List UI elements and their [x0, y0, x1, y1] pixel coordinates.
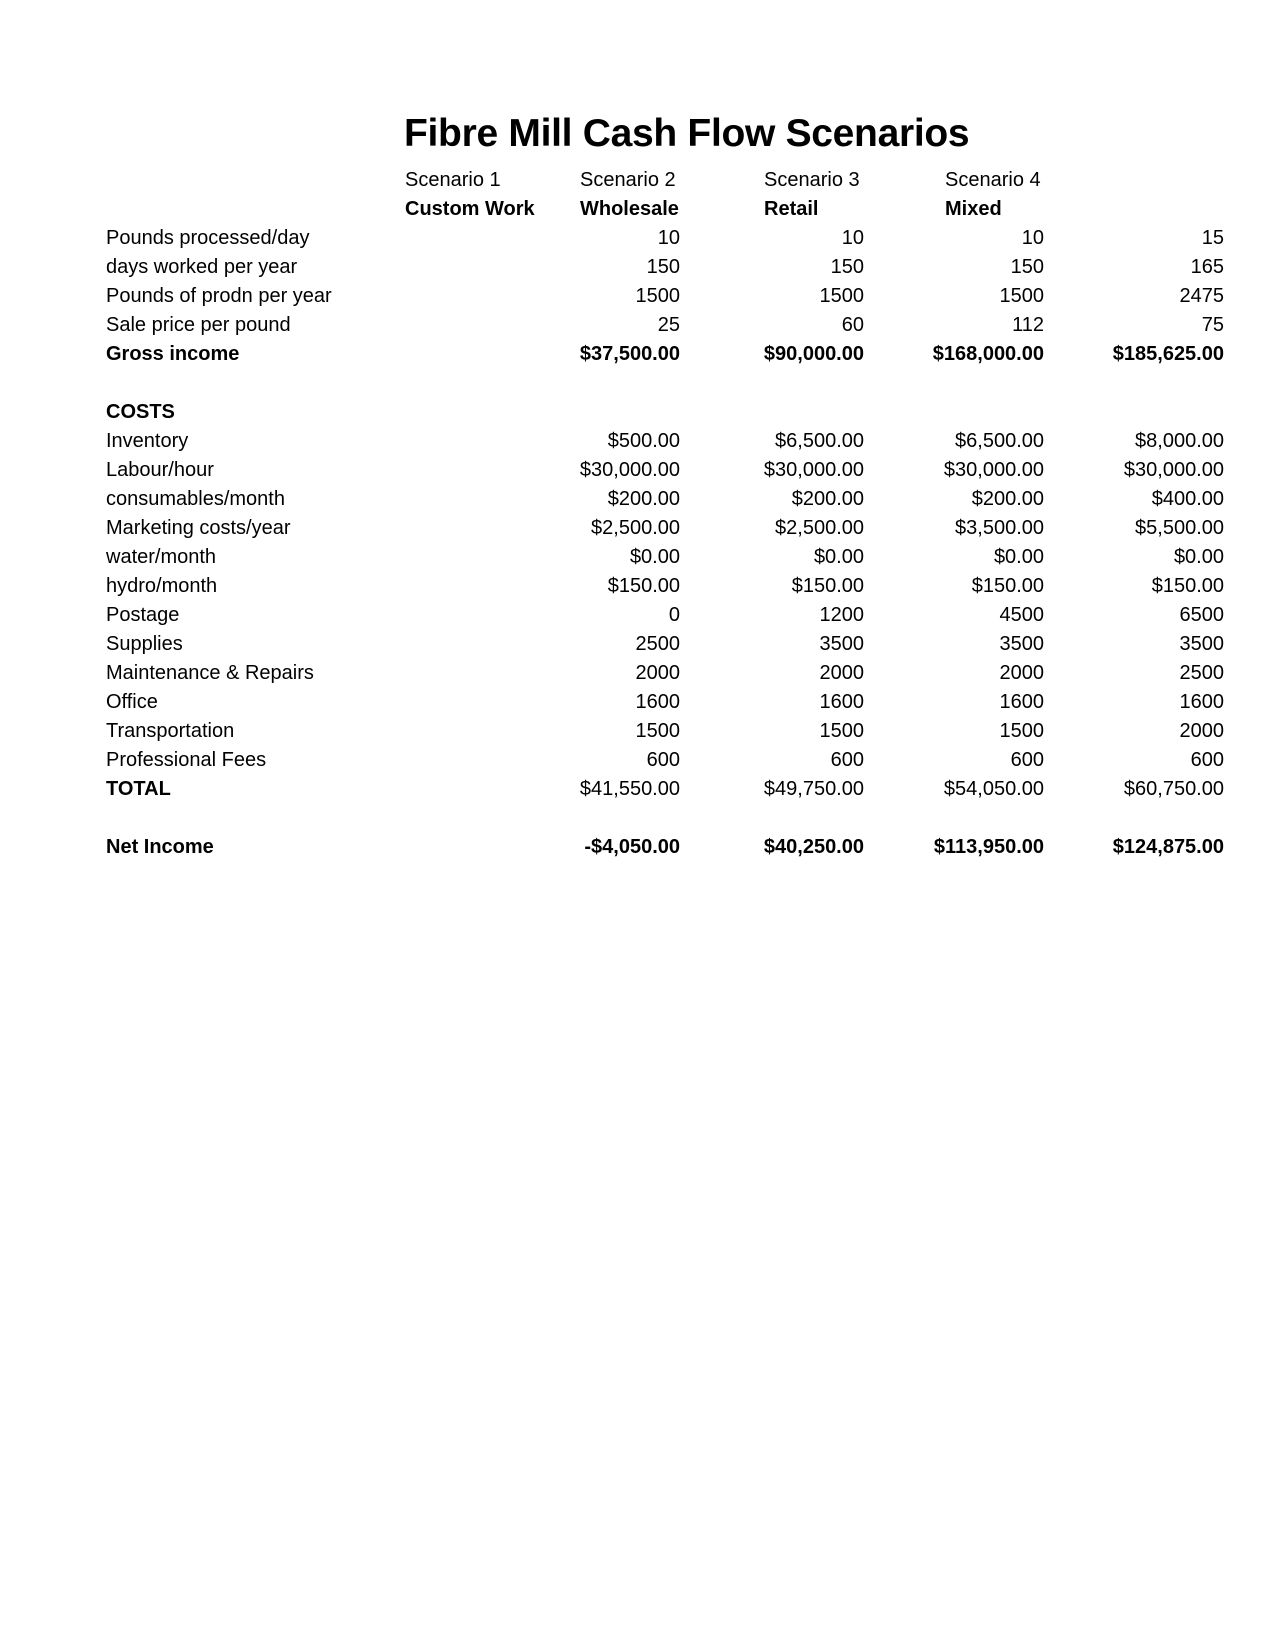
cell-value: $150.00: [1151, 575, 1224, 597]
cell-value: 10: [841, 227, 864, 249]
cell-value: 2500: [1179, 662, 1224, 684]
row-label: Marketing costs/year: [106, 517, 291, 539]
cell-value: 600: [1190, 749, 1224, 771]
scenario-4-name: Mixed: [945, 198, 1002, 220]
spacer-row: [106, 804, 1126, 833]
cell-value: 2000: [635, 662, 680, 684]
cell-value: 1500: [819, 285, 864, 307]
spacer-row: [106, 369, 1126, 398]
cell-value: $90,000.00: [763, 343, 864, 365]
cell-value: 1600: [999, 691, 1044, 713]
row-label: Sale price per pound: [106, 314, 291, 336]
cell-value: $500.00: [607, 430, 680, 452]
cell-value: 60: [841, 314, 864, 336]
cell-value: $5,500.00: [1135, 517, 1224, 539]
row-label: Transportation: [106, 720, 235, 742]
costs-heading-row: [106, 398, 1126, 427]
cell-value: 1500: [999, 285, 1044, 307]
cell-value: $200.00: [791, 488, 864, 510]
table-row: [106, 746, 1224, 775]
cell-value: 25: [657, 314, 680, 336]
cell-value: 2500: [635, 633, 680, 655]
row-label: Maintenance & Repairs: [106, 662, 314, 684]
cell-value: $150.00: [607, 575, 680, 597]
scenario-4-number: Scenario 4: [945, 169, 1041, 191]
row-label: TOTAL: [106, 778, 171, 800]
table-row: [106, 630, 1224, 659]
cell-value: 2475: [1179, 285, 1224, 307]
cell-value: $54,050.00: [943, 778, 1044, 800]
cell-value: 6500: [1179, 604, 1224, 626]
cell-value: $0.00: [629, 546, 680, 568]
table-row: [106, 543, 1224, 572]
cell-value: $37,500.00: [579, 343, 680, 365]
cell-value: $200.00: [971, 488, 1044, 510]
cell-value: $400.00: [1151, 488, 1224, 510]
scenario-3-name: Retail: [764, 198, 819, 220]
cell-value: 1500: [635, 720, 680, 742]
cell-value: $0.00: [813, 546, 864, 568]
row-label: water/month: [106, 546, 217, 568]
row-label: Office: [106, 691, 158, 713]
cell-value: $124,875.00: [1112, 836, 1224, 858]
row-label: Postage: [106, 604, 180, 626]
cell-value: $60,750.00: [1123, 778, 1224, 800]
scenario-number-header: [106, 166, 1126, 195]
table-row: [106, 311, 1224, 340]
cell-value: -$4,050.00: [584, 836, 680, 858]
cell-value: 150: [830, 256, 864, 278]
cell-value: 10: [1021, 227, 1044, 249]
row-label: Pounds of prodn per year: [106, 285, 332, 307]
cell-value: $6,500.00: [775, 430, 864, 452]
cell-value: 10: [657, 227, 680, 249]
cell-value: 15: [1201, 227, 1224, 249]
row-label: Inventory: [106, 430, 189, 452]
cell-value: $113,950.00: [933, 836, 1044, 858]
cell-value: $185,625.00: [1112, 343, 1224, 365]
cell-value: $200.00: [607, 488, 680, 510]
cell-value: $150.00: [791, 575, 864, 597]
row-label: days worked per year: [106, 256, 298, 278]
table-row: [106, 456, 1224, 485]
cell-value: 2000: [1179, 720, 1224, 742]
cell-value: $0.00: [1173, 546, 1224, 568]
cell-value: 75: [1201, 314, 1224, 336]
cell-value: 3500: [1179, 633, 1224, 655]
scenario-2-name: Wholesale: [580, 198, 679, 220]
cell-value: 3500: [819, 633, 864, 655]
row-label: Net Income: [106, 836, 214, 858]
costs-heading: COSTS: [106, 401, 175, 423]
row-label: Professional Fees: [106, 749, 267, 771]
scenario-2-number: Scenario 2: [580, 169, 676, 191]
table-row: [106, 253, 1224, 282]
cell-value: 600: [830, 749, 864, 771]
cell-value: 150: [1010, 256, 1044, 278]
cell-value: 1500: [999, 720, 1044, 742]
cell-value: $30,000.00: [763, 459, 864, 481]
cell-value: $40,250.00: [763, 836, 864, 858]
cell-value: 165: [1190, 256, 1224, 278]
cell-value: 600: [646, 749, 680, 771]
net-income-row: [106, 833, 1224, 862]
cell-value: 4500: [999, 604, 1044, 626]
cell-value: 1200: [819, 604, 864, 626]
cell-value: $8,000.00: [1135, 430, 1224, 452]
cell-value: $168,000.00: [932, 343, 1044, 365]
table-row: [106, 224, 1224, 253]
table-row: [106, 514, 1224, 543]
cell-value: 3500: [999, 633, 1044, 655]
cell-value: $41,550.00: [579, 778, 680, 800]
table-row: [106, 659, 1224, 688]
scenario-name-header: [106, 195, 1126, 224]
table-row: [106, 601, 1224, 630]
row-label: Labour/hour: [106, 459, 214, 481]
cell-value: $150.00: [971, 575, 1044, 597]
cell-value: $30,000.00: [579, 459, 680, 481]
table-row: [106, 717, 1224, 746]
cell-value: $30,000.00: [1123, 459, 1224, 481]
page-title: Fibre Mill Cash Flow Scenarios: [404, 112, 970, 155]
gross-income-row: [106, 340, 1224, 369]
cell-value: $2,500.00: [591, 517, 680, 539]
cell-value: 600: [1010, 749, 1044, 771]
table-row: [106, 282, 1224, 311]
cash-flow-table: [106, 166, 1224, 862]
total-row: [106, 775, 1224, 804]
cell-value: 2000: [819, 662, 864, 684]
table-row: [106, 485, 1224, 514]
row-label: Pounds processed/day: [106, 227, 310, 249]
table-row: [106, 427, 1224, 456]
cell-value: 1600: [1179, 691, 1224, 713]
row-label: Supplies: [106, 633, 183, 655]
cell-value: 1500: [635, 285, 680, 307]
table-row: [106, 572, 1224, 601]
cell-value: 1500: [819, 720, 864, 742]
cell-value: $2,500.00: [775, 517, 864, 539]
cell-value: 112: [1012, 314, 1044, 336]
cell-value: 1600: [819, 691, 864, 713]
cell-value: 150: [646, 256, 680, 278]
scenario-1-name: Custom Work: [405, 198, 535, 220]
cell-value: $6,500.00: [955, 430, 1044, 452]
scenario-1-number: Scenario 1: [405, 169, 501, 191]
cell-value: 2000: [999, 662, 1044, 684]
cell-value: $30,000.00: [943, 459, 1044, 481]
cell-value: $3,500.00: [955, 517, 1044, 539]
cell-value: 0: [668, 604, 680, 626]
cell-value: $0.00: [993, 546, 1044, 568]
cell-value: $49,750.00: [763, 778, 864, 800]
table-row: [106, 688, 1224, 717]
row-label: consumables/month: [106, 488, 285, 510]
cell-value: 1600: [635, 691, 680, 713]
row-label: hydro/month: [106, 575, 218, 597]
scenario-3-number: Scenario 3: [764, 169, 860, 191]
row-label: Gross income: [106, 343, 240, 365]
